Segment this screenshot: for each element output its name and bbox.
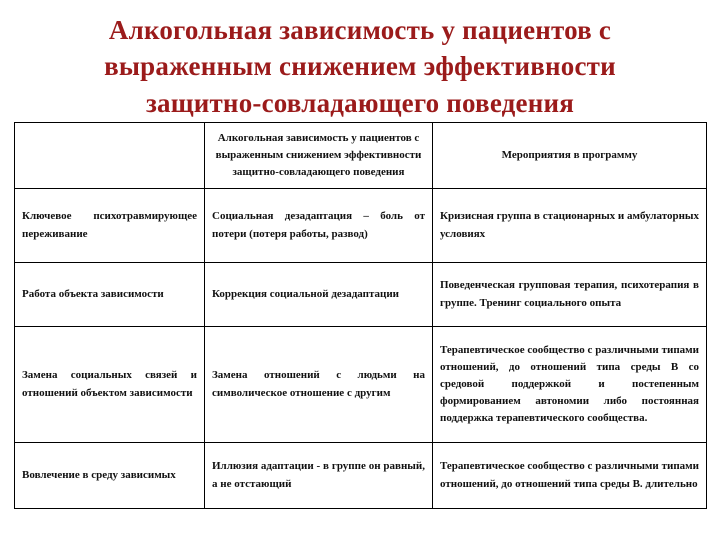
content-table — [14, 122, 707, 509]
table-cell: Социальная дезадаптация – боль от потери (потеря работы, развод) — [205, 189, 433, 263]
table-cell: Терапевтическое сообщество с различными типами отношений, до отношений типа среды В. длительно — [433, 443, 707, 509]
table-cell: Терапевтическое сообщество с различными типами отношений, до отношений типа среды В со средовой поддержкой и постепенным формированием автономии либо постоянная поддержка терапевтического сообщества. — [433, 327, 707, 443]
table-row — [15, 263, 707, 327]
page-title — [0, 0, 720, 121]
table-cell: Иллюзия адаптации - в группе он равный, а не отстающий — [205, 443, 433, 509]
table-row — [15, 327, 707, 443]
table-row — [15, 189, 707, 263]
page-title-line-1: Алкогольная зависимость у пациентов с — [108, 15, 612, 45]
header-cell-diagnosis: Алкогольная зависимость у пациентов с выраженным снижением эффективности защитно-совладающего поведения — [205, 123, 433, 189]
header-cell-program: Мероприятия в программу — [433, 123, 707, 189]
table-cell: Кризисная группа в стационарных и амбулаторных условиях — [433, 189, 707, 263]
table-cell: Коррекция социальной дезадаптации — [205, 263, 433, 327]
table-header-row — [15, 123, 707, 189]
header-cell-empty — [15, 123, 205, 189]
table-cell: Замена социальных связей и отношений объектом зависимости — [15, 327, 205, 443]
table-row — [15, 443, 707, 509]
table-cell: Работа объекта зависимости — [15, 263, 205, 327]
table-cell: Поведенческая групповая терапия, психотерапия в группе. Тренинг социального опыта — [433, 263, 707, 327]
table-cell: Вовлечение в среду зависимых — [15, 443, 205, 509]
page-title-line-2: выраженным снижением эффективности — [104, 51, 616, 82]
table-cell: Ключевое психотравмирующее переживание — [15, 189, 205, 263]
page-title-line-3: защитно-совладающего поведения — [145, 87, 575, 118]
table-cell: Замена отношений с людьми на символическое отношение с другим — [205, 327, 433, 443]
